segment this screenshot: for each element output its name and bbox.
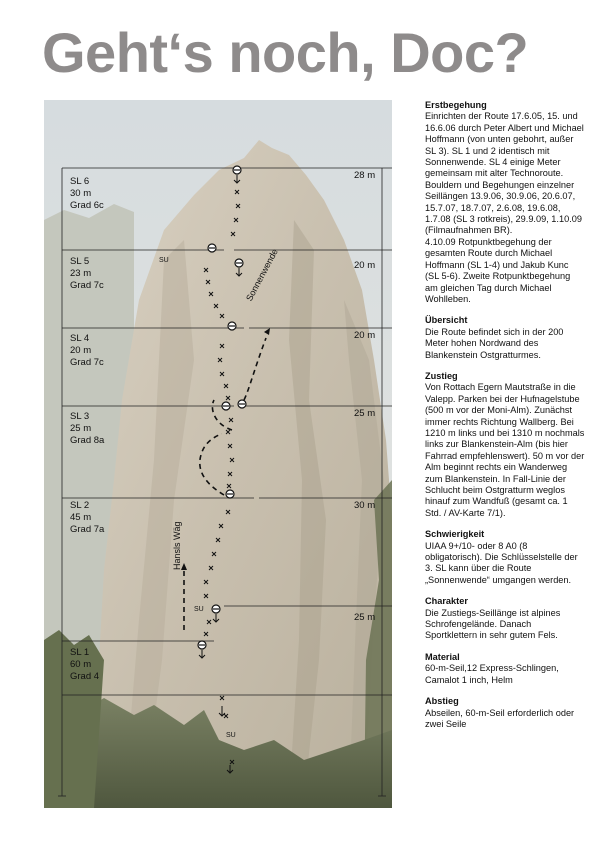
pitch-label-sl3: SL 3 25 m Grad 8a: [70, 411, 105, 446]
zustieg-text: Von Rottach Egern Mautstraße in die Valepp. Parken bei der Hufnagelstube (500 m vor der Moni-Alm). Zunächst immer rechts Richtung Wallberg. Bei 1210 m links und bei 1310 m nochmals links zur Blankenstein-Alm (bis hier Fahrrad empfehlenswert). 50 m vor der Alm beginnt rechts ein Wanderweg zum Blankenstein. In Fall-Linie der Schlucht beim Ostgratturm weglos hinauf zum Wandfuß (gesamt ca. 1 Std. / AV-Karte 7/1).: [425, 382, 585, 518]
erstbegehung-heading: Erstbegehung: [425, 100, 487, 110]
section-length: 20 m: [354, 330, 376, 341]
pitch-label-sl2: SL 2 45 m Grad 7a: [70, 500, 105, 535]
sonnenwende-label: Sonnenwende: [244, 247, 280, 303]
charakter-text: Die Zustiegs-Seillänge ist alpines Schrofengelände. Danach Sportklettern in sehr gutem Fels.: [425, 607, 561, 641]
material-heading: Material: [425, 651, 460, 662]
pitch-label-sl5: SL 5 23 m Grad 7c: [70, 256, 104, 291]
su-label: SU: [159, 257, 169, 264]
section-length: 20 m: [354, 260, 376, 271]
pitch-label-sl6: SL 6 30 m Grad 6c: [70, 176, 104, 211]
zustieg-heading: Zustieg: [425, 370, 458, 381]
abstieg-heading: Abstieg: [425, 696, 459, 707]
section-length: 28 m: [354, 170, 376, 181]
pitch-label-sl1: SL 1 60 m Grad 4: [70, 647, 100, 682]
erstbegehung-text-1: Einrichten der Route 17.6.05, 15. und 16.6.06 durch Peter Albert und Michael Hoffmann (von unten gebohrt, außer SL 3). SL 1 und 2 identisch mit Sonnenwende. SL 4 einige Meter gemeinsam mit alter Technoroute.: [425, 111, 584, 179]
uebersicht-text: Die Route befindet sich in der 200 Meter hohen Nordwand des Blankenstein Ostgratturmes.: [425, 326, 564, 360]
section-length: 25 m: [354, 408, 376, 419]
charakter-heading: Charakter: [425, 596, 468, 607]
uebersicht-heading: Übersicht: [425, 315, 468, 326]
su-label: SU: [194, 606, 204, 613]
hansl-label: Hansls Wäg: [172, 521, 182, 570]
su-label: SU: [226, 732, 236, 739]
section-length: 25 m: [354, 612, 376, 623]
schwierigkeit-heading: Schwierigkeit: [425, 529, 485, 540]
info-column: [425, 100, 585, 740]
pitch-label-sl4: SL 4 20 m Grad 7c: [70, 333, 104, 368]
material-text: 60-m-Seil,12 Express-Schlingen, Camalot 1 inch, Helm: [425, 663, 559, 685]
erstbegehung-text-3: 4.10.09 Rotpunktbegehung der gesamten Route durch Michael Hoffmann (SL 1-4) und Jakub Kunc (SL 5-6). Zweite Rotpunktbegehung am gleichen Tag durch Michael Wohlleben.: [425, 236, 571, 304]
schwierigkeit-text: UIAA 9+/10- oder 8 A0 (8 obligatorisch). Die Schlüsselstelle der 3. SL kann über die Route „Sonnenwende“ umgangen werden.: [425, 540, 578, 585]
page-title: Geht‘s noch, Doc?: [42, 21, 529, 84]
erstbegehung-text-2: Bouldern und Begehungen einzelner Seillängen 13.9.06, 30.9.06, 20.6.07, 15.7.07, 18.7.07, 2.6.08, 19.6.08, 1.7.08 (SL 3 rotkreis), 29.9.09, 1.10.09 (Filmaufnahmen BR).: [425, 179, 582, 236]
section-length: 30 m: [354, 500, 376, 511]
abstieg-text: Abseilen, 60-m-Seil erforderlich oder zwei Seile: [425, 707, 575, 729]
